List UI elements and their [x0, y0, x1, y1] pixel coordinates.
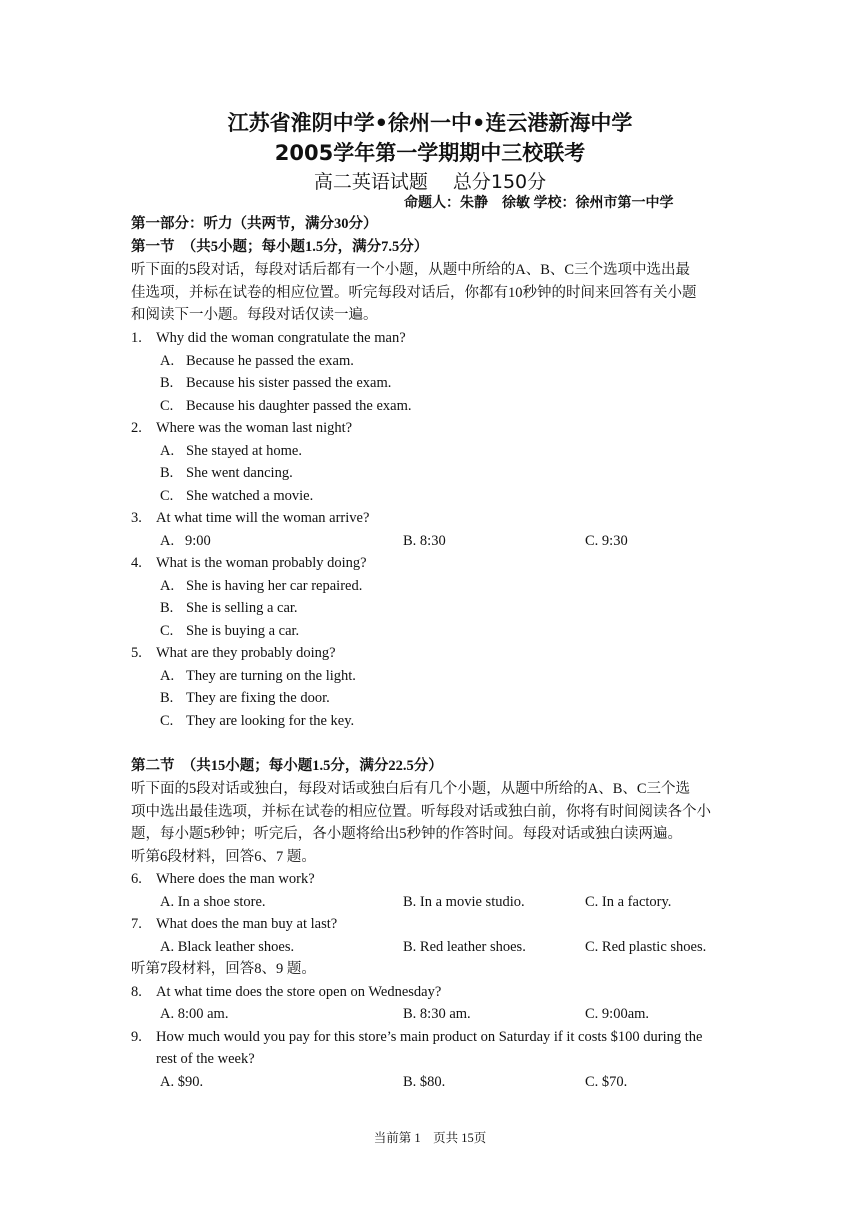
option-letter: A.: [160, 578, 175, 594]
option-text: She went dancing.: [186, 465, 293, 481]
option-text: They are turning on the light.: [186, 668, 356, 684]
option-text: She is having her car repaired.: [186, 578, 363, 594]
option-text: She is buying a car.: [186, 623, 300, 639]
option-letter: B.: [160, 600, 174, 616]
exam-title: 2005学年第一学期期中三校联考: [274, 141, 586, 165]
option-a: A. Black leather shoes.: [160, 939, 295, 955]
subject-title: 高二英语试题 总分150分: [313, 171, 547, 193]
page-footer: 当前第 1 页共 15页: [373, 1131, 487, 1145]
option-b: B. 8:30: [403, 533, 446, 549]
option-text: She stayed at home.: [186, 443, 302, 459]
option-letter: B.: [160, 465, 174, 481]
section1-heading: 第一节 （共5小题；每小题1.5分，满分7.5分）: [131, 239, 429, 255]
question-text: What are they probably doing?: [156, 645, 336, 661]
question-number: 6.: [131, 871, 142, 887]
option-c: C. 9:00am.: [585, 1006, 650, 1022]
instruction-line: 和阅读下一小题。每段对话仅读一遍。: [131, 307, 378, 323]
question-text: Why did the woman congratulate the man?: [156, 330, 406, 346]
material-heading: 听第6段材料，回答6、7 题。: [131, 849, 316, 865]
question-text: At what time will the woman arrive?: [156, 510, 370, 526]
instruction-line: 听下面的5段对话，每段对话后都有一个小题，从题中所给的A、B、C三个选项中选出最: [131, 262, 691, 278]
option-letter: A.: [160, 443, 175, 459]
instruction-line: 题，每小题5秒钟；听完后，各小题将给出5秒钟的作答时间。每段对话或独白读两遍。: [131, 826, 682, 842]
option-a: A. $90.: [160, 1074, 204, 1090]
question-number: 5.: [131, 645, 142, 661]
question-number: 7.: [131, 916, 142, 932]
option-text: Because his daughter passed the exam.: [186, 398, 412, 414]
section2-heading: 第二节 （共15小题；每小题1.5分，满分22.5分）: [131, 758, 443, 774]
option-text: She is selling a car.: [186, 600, 298, 616]
question-text: Where was the woman last night?: [156, 420, 353, 436]
option-c: C. Red plastic shoes.: [585, 939, 707, 955]
option-letter: C.: [160, 398, 174, 414]
option-a: A. 9:00: [160, 533, 211, 549]
question-number: 8.: [131, 984, 142, 1000]
option-c: C. $70.: [585, 1074, 628, 1090]
option-letter: B.: [160, 375, 174, 391]
option-b: B. Red leather shoes.: [403, 939, 526, 955]
school-title: 江苏省淮阴中学•徐州一中•连云港新海中学: [227, 111, 633, 135]
question-number: 3.: [131, 510, 142, 526]
material-heading: 听第7段材料，回答8、9 题。: [131, 961, 316, 977]
question-text: How much would you pay for this store’s main product on Saturday if it costs $100 during the: [156, 1029, 703, 1045]
option-text: She watched a movie.: [186, 488, 314, 504]
option-letter: C.: [160, 713, 174, 729]
question-number: 2.: [131, 420, 142, 436]
question-text: What does the man buy at last?: [156, 916, 338, 932]
question-text: Where does the man work?: [156, 871, 315, 887]
question-number: 1.: [131, 330, 142, 346]
option-c: C. In a factory.: [585, 894, 672, 910]
question-text: At what time does the store open on Wednesday?: [156, 984, 442, 1000]
instruction-line: 听下面的5段对话或独白，每段对话或独白后有几个小题，从题中所给的A、B、C三个选: [131, 781, 691, 797]
option-letter: C.: [160, 488, 174, 504]
option-a: A. 8:00 am.: [160, 1006, 229, 1022]
part1-heading: 第一部分：听力（共两节，满分30分）: [131, 216, 378, 232]
option-text: Because his sister passed the exam.: [186, 375, 392, 391]
option-text: Because he passed the exam.: [186, 353, 354, 369]
option-letter: A.: [160, 668, 175, 684]
option-a: A. In a shoe store.: [160, 894, 266, 910]
question-number: 4.: [131, 555, 142, 571]
option-b: B. 8:30 am.: [403, 1006, 471, 1022]
option-text: They are looking for the key.: [186, 713, 355, 729]
question-text: What is the woman probably doing?: [156, 555, 367, 571]
option-c: C. 9:30: [585, 533, 628, 549]
option-b: B. $80.: [403, 1074, 446, 1090]
question-text-continued: rest of the week?: [156, 1051, 255, 1067]
option-letter: C.: [160, 623, 174, 639]
option-text: They are fixing the door.: [186, 690, 330, 706]
question-number: 9.: [131, 1029, 142, 1045]
option-letter: B.: [160, 690, 174, 706]
instruction-line: 佳选项，并标在试卷的相应位置。听完每段对话后，你都有10秒钟的时间来回答有关小题: [131, 285, 697, 301]
instruction-line: 项中选出最佳选项，并标在试卷的相应位置。听每段对话或独白前，你将有时间阅读各个小: [131, 804, 711, 820]
author-line: 命题人：朱静 徐敏 学校：徐州市第一中学: [404, 196, 674, 211]
option-b: B. In a movie studio.: [403, 894, 525, 910]
option-letter: A.: [160, 353, 175, 369]
